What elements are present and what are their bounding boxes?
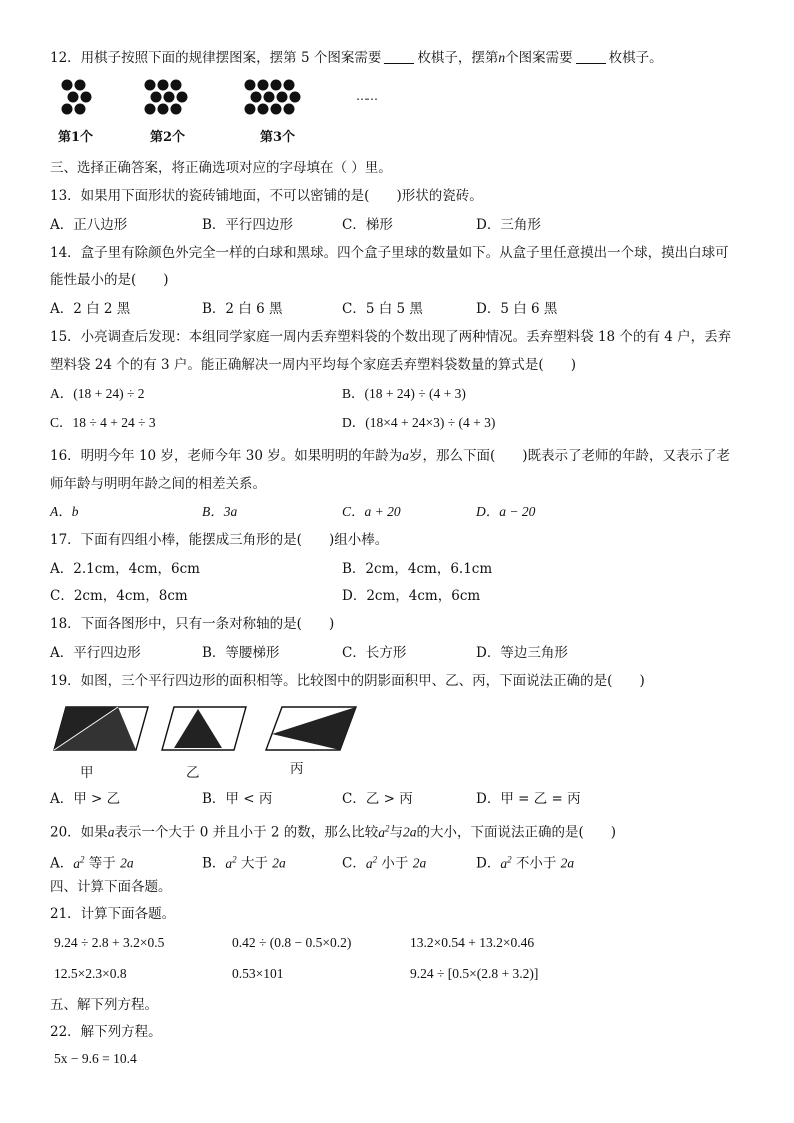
answer-blank-2[interactable] bbox=[576, 49, 606, 64]
pattern-1-figure bbox=[58, 78, 98, 118]
section-4-heading: 四、计算下面各题。 bbox=[50, 879, 172, 895]
q19-option-a[interactable]: A．甲 > 乙 bbox=[50, 791, 121, 807]
q16-option-d[interactable]: D．a − 20 bbox=[476, 504, 536, 519]
q21-expr-6: 9.24 ÷ [0.5×(2.8 + 3.2)] bbox=[410, 966, 539, 981]
a-squared: $a^2$ bbox=[378, 823, 390, 840]
q16-stem-line1 bbox=[50, 446, 730, 466]
option-letter: A． bbox=[50, 855, 74, 872]
a-squared: $a^2$ bbox=[500, 854, 512, 871]
a-squared: $a^2$ bbox=[365, 854, 378, 871]
option-letter: B． bbox=[202, 855, 226, 872]
a-squared: $a^2$ bbox=[225, 854, 237, 871]
two-a: 2a bbox=[560, 855, 575, 871]
q18-stem: 18．下面各图形中，只有一条对称轴的是( ) bbox=[50, 616, 335, 632]
q20-option-b[interactable] bbox=[202, 849, 286, 874]
q16-stem-part1: 16．明明今年 10 岁，老师今年 30 岁。如果明明的年龄为 bbox=[50, 448, 403, 464]
option-text: 不小于 bbox=[515, 855, 557, 872]
option-letter: C． bbox=[342, 855, 366, 872]
q22-equation: 5x − 9.6 = 10.4 bbox=[54, 1051, 137, 1066]
q17-option-b[interactable]: B．2cm，4cm，6.1cm bbox=[342, 561, 493, 577]
q21-expr-5: 0.53×101 bbox=[232, 966, 284, 981]
q19-option-c[interactable]: C．乙 > 丙 bbox=[342, 791, 413, 807]
q15-option-d[interactable]: D．(18×4 + 24×3) ÷ (4 + 3) bbox=[342, 415, 496, 430]
q19-option-b[interactable]: B．甲 < 丙 bbox=[202, 791, 273, 807]
answer-blank-1[interactable] bbox=[384, 49, 414, 64]
q18-option-d[interactable]: D．等边三角形 bbox=[476, 645, 568, 661]
q15-option-b[interactable]: B．(18 + 24) ÷ (4 + 3) bbox=[342, 386, 466, 401]
var-a: a bbox=[107, 824, 115, 840]
q14-option-a[interactable]: A．2 白 2 黑 bbox=[50, 301, 131, 317]
pattern-3-figure bbox=[242, 78, 322, 118]
q15-option-a[interactable]: A．(18 + 24) ÷ 2 bbox=[50, 386, 145, 401]
var-a: a bbox=[402, 448, 409, 463]
q21-stem: 21．计算下面各题。 bbox=[50, 906, 176, 922]
a-squared: $a^2$ bbox=[73, 854, 85, 871]
pattern-2-figure bbox=[142, 78, 202, 118]
q21-expr-2: 0.42 ÷ (0.8 − 0.5×0.2) bbox=[232, 935, 352, 950]
q16-stem-line2: 师年龄与明明年龄之间的相差关系。 bbox=[50, 476, 266, 492]
two-a: 2a bbox=[412, 855, 427, 871]
two-a: 2a bbox=[272, 855, 286, 871]
q16-option-a[interactable]: A．b bbox=[50, 504, 79, 519]
q21-expr-3: 13.2×0.54 + 13.2×0.46 bbox=[410, 935, 535, 950]
pattern-caption-2: 第2个 bbox=[150, 130, 186, 145]
figure-label-yi: 乙 bbox=[186, 765, 200, 781]
section-3-heading: 三、选择正确答案，将正确选项对应的字母填在（ ）里。 bbox=[50, 160, 392, 176]
q15-option-c[interactable]: C．18 ÷ 4 + 24 ÷ 3 bbox=[50, 415, 156, 430]
q20-stem bbox=[50, 818, 616, 843]
option-text: 小于 bbox=[381, 855, 409, 872]
q12-mid1: 枚棋子，摆第 bbox=[417, 50, 499, 66]
q22-stem: 22．解下列方程。 bbox=[50, 1024, 162, 1040]
var-n: n bbox=[498, 50, 506, 65]
pattern-caption-1: 第1个 bbox=[58, 130, 94, 145]
q14-option-d[interactable]: D．5 白 6 黑 bbox=[476, 301, 558, 317]
parallelogram-bing-figure bbox=[264, 704, 360, 754]
q17-option-a[interactable]: A．2.1cm，4cm，6cm bbox=[50, 561, 200, 577]
q13-option-c[interactable]: C．梯形 bbox=[342, 217, 393, 233]
pattern-ellipsis: …… bbox=[356, 89, 376, 103]
q17-option-c[interactable]: C．2cm，4cm，8cm bbox=[50, 588, 188, 604]
q12-mid2: 个图案需要 bbox=[505, 50, 573, 66]
q18-option-a[interactable]: A．平行四边形 bbox=[50, 645, 141, 661]
q20-option-d[interactable] bbox=[476, 849, 574, 874]
q19-stem: 19．如图，三个平行四边形的面积相等。比较图中的阴影面积甲、乙、丙，下面说法正确的是( ) bbox=[50, 673, 645, 689]
q20-stem-part2: 表示一个大于 0 并且小于 2 的数，那么比较 bbox=[114, 824, 379, 841]
q20-stem-part3: 与 bbox=[389, 824, 404, 841]
q15-stem-line1: 15．小亮调查后发现：本组同学家庭一周内丢弃塑料袋的个数出现了两种情况。丢弃塑料袋 18 个的有 4 户，丢弃 bbox=[50, 329, 732, 345]
q13-option-d[interactable]: D．三角形 bbox=[476, 217, 541, 233]
q16-option-c[interactable]: C．a + 20 bbox=[342, 504, 401, 519]
figure-label-bing: 丙 bbox=[290, 761, 304, 777]
q12-prefix: 12．用棋子按照下面的规律摆图案，摆第 5 个图案需要 bbox=[50, 50, 382, 66]
two-a: 2a bbox=[120, 855, 134, 871]
q17-option-d[interactable]: D．2cm，4cm，6cm bbox=[342, 588, 481, 604]
q16-stem-part2: 岁，那么下面( )既表示了老师的年龄，又表示了老 bbox=[408, 448, 730, 464]
q20-stem-part4: 的大小，下面说法正确的是( ) bbox=[416, 824, 617, 841]
q14-option-c[interactable]: C．5 白 5 黑 bbox=[342, 301, 423, 317]
option-text: 大于 bbox=[240, 855, 268, 872]
pattern-caption-3: 第3个 bbox=[260, 130, 296, 145]
q20-option-c[interactable] bbox=[342, 849, 426, 874]
q12-suffix: 枚棋子。 bbox=[608, 50, 663, 66]
section-5-heading: 五、解下列方程。 bbox=[50, 997, 158, 1013]
option-text: 等于 bbox=[88, 855, 116, 872]
q15-stem-line2: 塑料袋 24 个的有 3 户。能正确解决一周内平均每个家庭丢弃塑料袋数量的算式是( ) bbox=[50, 357, 576, 373]
two-a: 2a bbox=[403, 824, 417, 840]
option-letter: D． bbox=[476, 855, 501, 872]
q16-option-b[interactable]: B．3a bbox=[202, 504, 238, 519]
q19-option-d[interactable]: D．甲 = 乙 = 丙 bbox=[476, 791, 581, 807]
q21-expr-1: 9.24 ÷ 2.8 + 3.2×0.5 bbox=[54, 935, 165, 950]
q13-option-b[interactable]: B．平行四边形 bbox=[202, 217, 293, 233]
q13-option-a[interactable]: A．正八边形 bbox=[50, 217, 128, 233]
parallelogram-yi-figure bbox=[160, 704, 250, 754]
q14-option-b[interactable]: B．2 白 6 黑 bbox=[202, 301, 283, 317]
q20-stem-part1: 20．如果 bbox=[50, 824, 108, 841]
q20-option-a[interactable] bbox=[50, 849, 134, 874]
q18-option-c[interactable]: C．长方形 bbox=[342, 645, 407, 661]
q14-stem-line2: 能性最小的是( ) bbox=[50, 272, 169, 288]
figure-label-jia: 甲 bbox=[80, 765, 94, 781]
q13-stem: 13．如果用下面形状的瓷砖铺地面，不可以密铺的是( )形状的瓷砖。 bbox=[50, 188, 483, 204]
q18-option-b[interactable]: B．等腰梯形 bbox=[202, 645, 280, 661]
q12-stem bbox=[50, 48, 663, 68]
q17-stem: 17．下面有四组小棒，能摆成三角形的是( )组小棒。 bbox=[50, 532, 389, 548]
parallelogram-jia-figure bbox=[52, 704, 152, 754]
q14-stem-line1: 14．盒子里有除颜色外完全一样的白球和黑球。四个盒子里球的数量如下。从盒子里任意摸出一个球，摸出白球可 bbox=[50, 245, 729, 261]
q21-expr-4: 12.5×2.3×0.8 bbox=[54, 966, 127, 981]
